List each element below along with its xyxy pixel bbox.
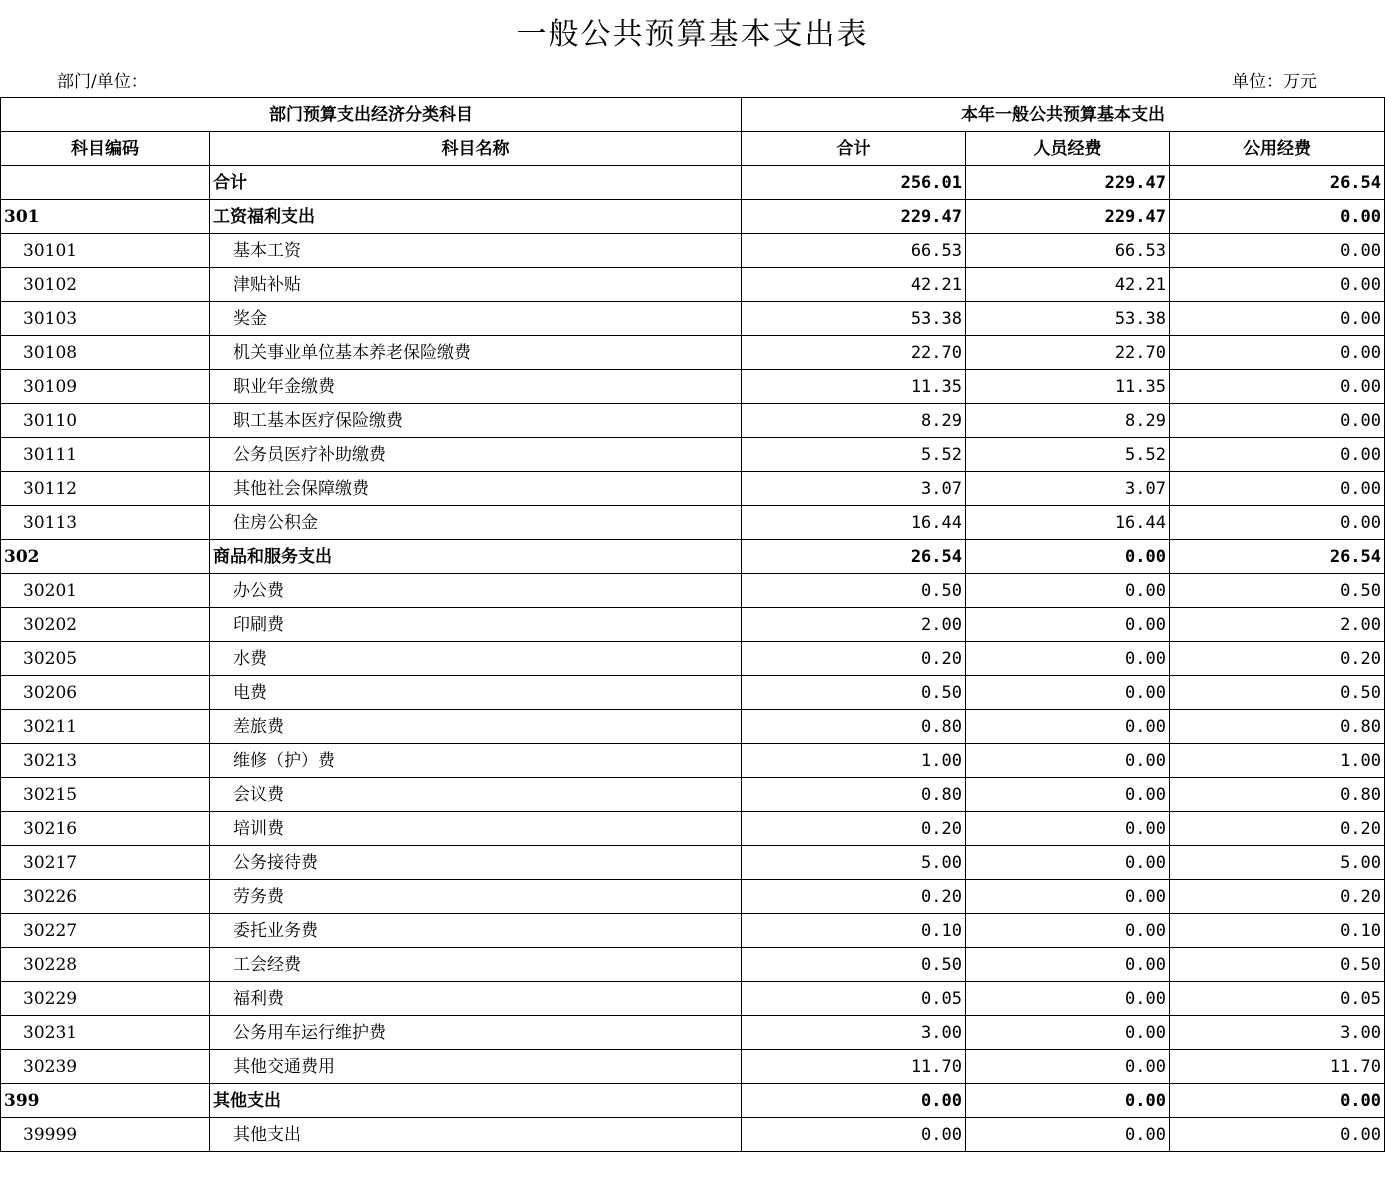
cell-code: 30205 [1,642,210,676]
cell-name: 差旅费 [210,710,742,744]
cell-name: 办公费 [210,574,742,608]
cell-personnel: 229.47 [966,166,1170,200]
cell-personnel: 0.00 [966,676,1170,710]
table-row [1,778,1385,812]
cell-public: 0.00 [1170,336,1385,370]
cell-name: 工会经费 [210,948,742,982]
table-row [1,1050,1385,1084]
cell-public: 0.20 [1170,812,1385,846]
table-row [1,914,1385,948]
cell-total: 22.70 [742,336,966,370]
table-row [1,506,1385,540]
cell-personnel: 66.53 [966,234,1170,268]
cell-personnel: 229.47 [966,200,1170,234]
cell-name: 其他交通费用 [210,1050,742,1084]
cell-name: 福利费 [210,982,742,1016]
cell-personnel: 0.00 [966,540,1170,574]
cell-public: 0.05 [1170,982,1385,1016]
cell-code: 301 [1,200,210,234]
cell-total: 2.00 [742,608,966,642]
header-column-row [1,132,1385,166]
cell-public: 0.00 [1170,1118,1385,1152]
unit-label: 单位：万元 [1232,72,1317,92]
cell-personnel: 53.38 [966,302,1170,336]
cell-code: 30110 [1,404,210,438]
cell-name: 合计 [210,166,742,200]
cell-personnel: 0.00 [966,642,1170,676]
cell-name: 会议费 [210,778,742,812]
cell-name: 培训费 [210,812,742,846]
cell-public: 1.00 [1170,744,1385,778]
cell-public: 0.00 [1170,438,1385,472]
cell-code: 30215 [1,778,210,812]
cell-public: 0.00 [1170,234,1385,268]
cell-code: 30111 [1,438,210,472]
cell-public: 0.80 [1170,778,1385,812]
cell-public: 0.00 [1170,370,1385,404]
header-group-row [1,98,1385,132]
cell-total: 42.21 [742,268,966,302]
cell-total: 0.80 [742,710,966,744]
table-row [1,472,1385,506]
header-personnel: 人员经费 [966,132,1170,166]
table-row [1,438,1385,472]
cell-code: 39999 [1,1118,210,1152]
cell-code: 30112 [1,472,210,506]
cell-code: 30202 [1,608,210,642]
cell-personnel: 0.00 [966,1050,1170,1084]
cell-name: 劳务费 [210,880,742,914]
page-title: 一般公共预算基本支出表 [516,17,869,52]
cell-code: 30109 [1,370,210,404]
cell-personnel: 0.00 [966,1118,1170,1152]
cell-code: 30216 [1,812,210,846]
table-row [1,744,1385,778]
cell-personnel: 16.44 [966,506,1170,540]
cell-code: 30226 [1,880,210,914]
cell-total: 0.00 [742,1084,966,1118]
cell-personnel: 0.00 [966,948,1170,982]
cell-code: 302 [1,540,210,574]
cell-code: 30211 [1,710,210,744]
cell-public: 0.00 [1170,472,1385,506]
cell-public: 26.54 [1170,540,1385,574]
cell-public: 0.00 [1170,404,1385,438]
cell-personnel: 0.00 [966,914,1170,948]
cell-total: 11.70 [742,1050,966,1084]
cell-total: 0.50 [742,676,966,710]
cell-total: 0.20 [742,812,966,846]
table-row-category [1,1084,1385,1118]
cell-total: 0.20 [742,642,966,676]
cell-name: 工资福利支出 [210,200,742,234]
table-row [1,812,1385,846]
header-name: 科目名称 [210,132,742,166]
cell-public: 0.00 [1170,506,1385,540]
table-row [1,880,1385,914]
cell-code: 30108 [1,336,210,370]
cell-public: 0.20 [1170,880,1385,914]
cell-name: 水费 [210,642,742,676]
cell-personnel: 42.21 [966,268,1170,302]
cell-personnel: 22.70 [966,336,1170,370]
cell-name: 其他社会保障缴费 [210,472,742,506]
cell-total: 53.38 [742,302,966,336]
cell-personnel: 3.07 [966,472,1170,506]
cell-public: 0.50 [1170,676,1385,710]
cell-public: 0.00 [1170,268,1385,302]
table-row [1,982,1385,1016]
cell-name: 其他支出 [210,1084,742,1118]
cell-name: 奖金 [210,302,742,336]
cell-code: 30201 [1,574,210,608]
cell-personnel: 8.29 [966,404,1170,438]
cell-personnel: 0.00 [966,1084,1170,1118]
cell-public: 0.00 [1170,1084,1385,1118]
cell-code: 30102 [1,268,210,302]
header-code: 科目编码 [1,132,210,166]
table-row [1,574,1385,608]
cell-personnel: 0.00 [966,574,1170,608]
table-row [1,948,1385,982]
cell-total: 0.50 [742,574,966,608]
cell-name: 商品和服务支出 [210,540,742,574]
cell-code: 30231 [1,1016,210,1050]
table-row [1,710,1385,744]
cell-code: 30227 [1,914,210,948]
cell-code [1,166,210,200]
cell-code: 30239 [1,1050,210,1084]
cell-name: 印刷费 [210,608,742,642]
cell-code: 30228 [1,948,210,982]
table-row [1,608,1385,642]
cell-total: 0.00 [742,1118,966,1152]
cell-name: 公务用车运行维护费 [210,1016,742,1050]
header-total: 合计 [742,132,966,166]
cell-public: 0.50 [1170,574,1385,608]
cell-code: 30103 [1,302,210,336]
cell-name: 津贴补贴 [210,268,742,302]
cell-personnel: 0.00 [966,778,1170,812]
cell-personnel: 0.00 [966,744,1170,778]
cell-personnel: 0.00 [966,812,1170,846]
table-row-total [1,166,1385,200]
department-label: 部门/单位： [57,72,148,92]
cell-total: 5.52 [742,438,966,472]
cell-public: 0.20 [1170,642,1385,676]
cell-name: 公务员医疗补助缴费 [210,438,742,472]
cell-name: 机关事业单位基本养老保险缴费 [210,336,742,370]
cell-code: 30217 [1,846,210,880]
cell-public: 0.00 [1170,302,1385,336]
cell-personnel: 0.00 [966,880,1170,914]
cell-personnel: 11.35 [966,370,1170,404]
cell-name: 职业年金缴费 [210,370,742,404]
cell-code: 30206 [1,676,210,710]
cell-total: 16.44 [742,506,966,540]
cell-total: 229.47 [742,200,966,234]
cell-name: 职工基本医疗保险缴费 [210,404,742,438]
table-row [1,302,1385,336]
cell-personnel: 0.00 [966,710,1170,744]
cell-total: 3.00 [742,1016,966,1050]
cell-name: 住房公积金 [210,506,742,540]
table-row [1,404,1385,438]
cell-total: 26.54 [742,540,966,574]
cell-public: 3.00 [1170,1016,1385,1050]
cell-total: 66.53 [742,234,966,268]
cell-code: 30113 [1,506,210,540]
cell-name: 委托业务费 [210,914,742,948]
cell-code: 30213 [1,744,210,778]
table-row [1,268,1385,302]
cell-code: 30101 [1,234,210,268]
cell-total: 0.20 [742,880,966,914]
cell-public: 26.54 [1170,166,1385,200]
cell-total: 8.29 [742,404,966,438]
budget-table-body [1,98,1385,1152]
cell-total: 0.80 [742,778,966,812]
cell-personnel: 0.00 [966,846,1170,880]
table-row-category [1,200,1385,234]
cell-public: 11.70 [1170,1050,1385,1084]
budget-table [0,97,1385,1152]
table-row [1,234,1385,268]
table-row-category [1,540,1385,574]
cell-name: 其他支出 [210,1118,742,1152]
cell-total: 1.00 [742,744,966,778]
cell-personnel: 0.00 [966,982,1170,1016]
cell-total: 3.07 [742,472,966,506]
cell-total: 0.05 [742,982,966,1016]
table-row [1,846,1385,880]
table-row [1,642,1385,676]
table-row [1,370,1385,404]
header-group-left: 部门预算支出经济分类科目 [1,98,742,132]
cell-total: 0.50 [742,948,966,982]
cell-public: 0.00 [1170,200,1385,234]
table-row [1,336,1385,370]
cell-total: 0.10 [742,914,966,948]
table-row [1,1016,1385,1050]
cell-total: 11.35 [742,370,966,404]
cell-public: 2.00 [1170,608,1385,642]
cell-personnel: 0.00 [966,1016,1170,1050]
cell-name: 维修（护）费 [210,744,742,778]
cell-name: 基本工资 [210,234,742,268]
cell-code: 30229 [1,982,210,1016]
cell-total: 5.00 [742,846,966,880]
cell-name: 电费 [210,676,742,710]
cell-total: 256.01 [742,166,966,200]
cell-public: 0.10 [1170,914,1385,948]
cell-personnel: 5.52 [966,438,1170,472]
cell-personnel: 0.00 [966,608,1170,642]
cell-public: 0.50 [1170,948,1385,982]
cell-code: 399 [1,1084,210,1118]
cell-public: 0.80 [1170,710,1385,744]
cell-name: 公务接待费 [210,846,742,880]
table-row [1,676,1385,710]
header-group-right: 本年一般公共预算基本支出 [742,98,1385,132]
table-row [1,1118,1385,1152]
cell-public: 5.00 [1170,846,1385,880]
header-public: 公用经费 [1170,132,1385,166]
